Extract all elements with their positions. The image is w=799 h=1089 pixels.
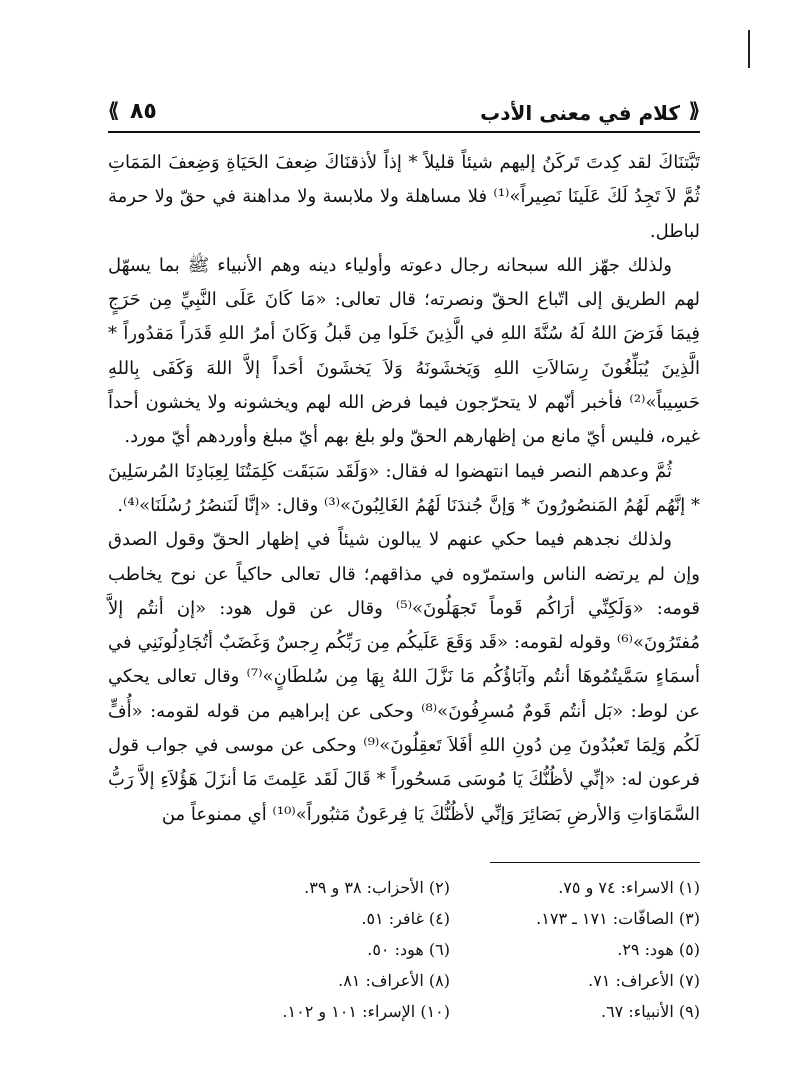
footnote-row — [200, 965, 700, 996]
paragraph: ولذلك جهّز الله سبحانه رجال دعوته وأولياء دينه وهم الأنبياء ﷺ بما يسهّل لهم الطريق إلى اتّباع الحقّ ونصرته؛ قال تعالى: «مَا كَانَ عَلَى النَّبِيِّ مِن حَرَجٍ فِيمَا فَرَضَ اللهُ لَهُ سُنَّةَ اللهِ في الَّذِينَ خَلَوا مِن قَبلُ وَكَانَ أمرُ اللهِ قَدَراً مَقدُوراً * الَّذِينَ يُبَلِّغُونَ رِسَالاَتِ اللهِ وَيَخشَونَهُ وَلاَ يَخشَونَ أحَداً إلاَّ اللهَ وَكَفَى بِاللهِ حَسِيباً»⁽²⁾ فأخبر أنّهم لا يتحرّجون فيما فرض الله لهم ويخشونه ولا يخشون أحداً غيره، فليس أيّ مانع من إظهارهم الحقّ ولو بلغ بهم أيّ مبلغ وأوردهم أيّ مورد. — [108, 254, 700, 448]
footnote-row — [200, 934, 700, 965]
footnote: (٤) غافر: ٥١. — [361, 909, 450, 928]
header-rule — [108, 131, 700, 133]
footnote: (٥) هود: ٢٩. — [617, 940, 700, 959]
header-title: كلام في معنى الأدب — [480, 101, 680, 125]
footnote: (٩) الأنبياء: ٦٧. — [600, 1002, 700, 1021]
paragraph: تَبَّتنَاكَ لقد كِدتَ تَركَنُ إليهم شيئاً قليلاً * إذاً لأذقنَاكَ ضِعفَ الحَيَاةِ وَضِعفَ المَمَاتِ ثُمَّ لاَ تَجِدُ لَكَ عَلَينَا نَصِيراً»⁽¹⁾ فلا مساهلة ولا ملابسة ولا مداهنة في حقّ ولا حرمة لباطل. — [108, 152, 700, 242]
footnote: (٨) الأعراف: ٨١. — [338, 971, 450, 990]
footnote-row — [200, 903, 700, 934]
footnote: (٦) هود: ٥٠. — [367, 940, 450, 959]
footnote: (٣) الصافّات: ١٧١ ـ ١٧٣. — [536, 909, 700, 928]
footnote: (١٠) الإسراء: ١٠١ و ١٠٢. — [282, 1002, 450, 1021]
footnote: (٧) الأعراف: ٧١. — [588, 971, 700, 990]
paragraph: ثُمَّ وعدهم النصر فيما انتهضوا له فقال: «وَلَقَد سَبَقَت كَلِمَتُنَا لِعِبَادِنَا المُرسَلِينَ * إنَّهُم لَهُمُ المَنصُورُونَ * وَإنَّ جُندَنَا لَهُمُ الغَالِبُونَ»⁽³⁾ وقال: «إنَّا لَنَنصُرُ رُسُلَنَا»⁽⁴⁾. — [108, 460, 700, 516]
footnotes — [200, 872, 700, 1027]
header-ornament-right: ⟪ — [688, 98, 700, 122]
footnote: (٢) الأحزاب: ٣٨ و ٣٩. — [304, 878, 450, 897]
footnote-row — [200, 872, 700, 903]
footnote-rule — [490, 862, 700, 863]
page-number: ٨٥ — [130, 99, 157, 124]
margin-mark — [748, 30, 750, 68]
footnote-row — [200, 996, 700, 1027]
body-text — [108, 146, 700, 832]
paragraph: ولذلك نجدهم فيما حكي عنهم لا يبالون شيئاً في إظهار الحقّ وقول الصدق وإن لم يرتضه الناس واستمرّوه في مذاقهم؛ قال تعالى حاكياً عن نوح يخاطب قومه: «وَلَكِنِّي أرَاكُم قَوماً تَجهَلُونَ»⁽⁵⁾ وقال عن قول هود: «إن أنتُم إلاَّ مُفتَرُونَ»⁽⁶⁾ وقوله لقومه: «قَد وَقَعَ عَلَيكُم مِن رَبِّكُم رِجسٌ وَغَضَبٌ أتُجَادِلُونَنِي في أسمَاءٍ سَمَّيتُمُوهَا أنتُم وآبَاؤُكُم مَا نَزَّلَ اللهُ بِهَا مِن سُلطَانٍ»⁽⁷⁾ وقال تعالى يحكي عن لوط: «بَل أنتُم قَومٌ مُسرِفُونَ»⁽⁸⁾ وحكى عن إبراهيم من قوله لقومه: «أُفٍّ لَكُم وَلِمَا تَعبُدُونَ مِن دُونِ اللهِ أفَلاَ تَعقِلُونَ»⁽⁹⁾ وحكى عن موسى في جواب قول فرعون له: «إنِّي لأظُنُّكَ يَا مُوسَى مَسحُوراً * قَالَ لَقَد عَلِمتَ مَا أنزَلَ هَؤُلاَءِ إلاَّ رَبُّ السَّمَاوَاتِ وَالأرضِ بَصَائِرَ وَإنِّي لأظُنُّكَ يَا فِرعَونُ مَثبُوراً»⁽¹⁰⁾ أي ممنوعاً من — [108, 529, 700, 825]
running-header — [108, 93, 700, 133]
footnote: (١) الاسراء: ٧٤ و ٧٥. — [558, 878, 700, 897]
header-ornament-left: ⟫ — [108, 98, 120, 122]
